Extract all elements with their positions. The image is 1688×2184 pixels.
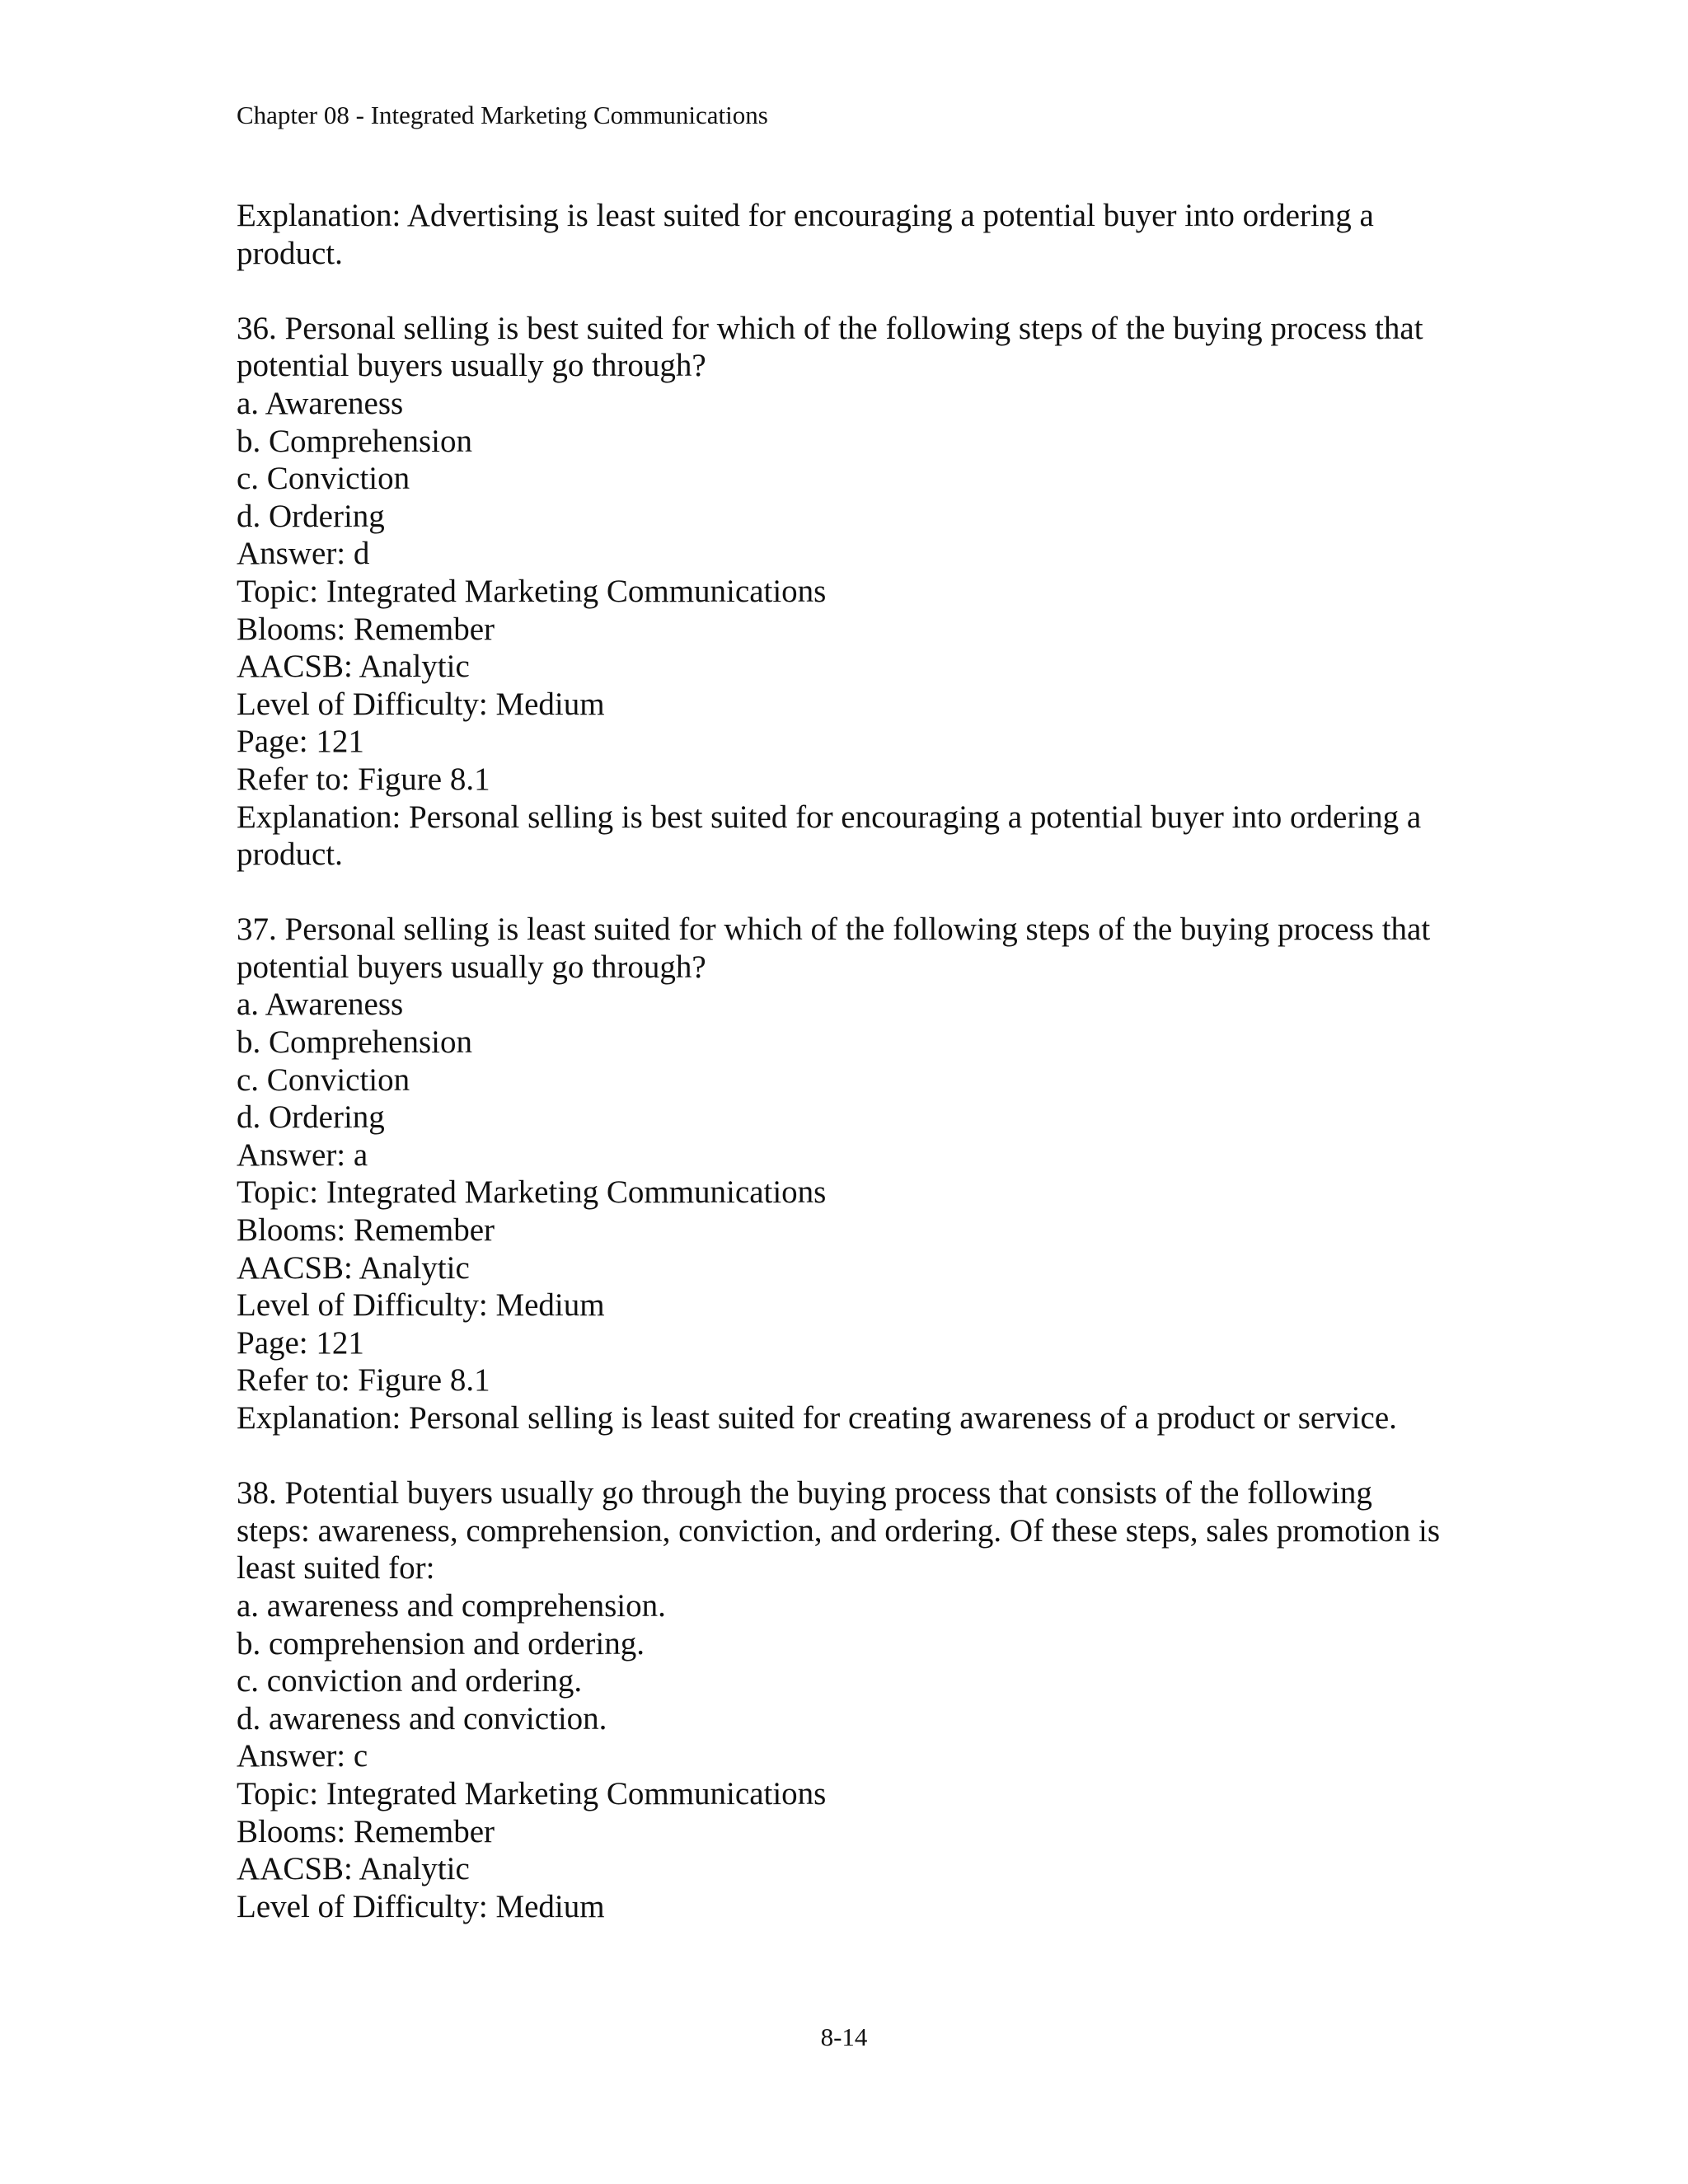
refer-field: Refer to: Figure 8.1 <box>237 1362 490 1399</box>
page-field: Page: 121 <box>237 724 364 760</box>
blooms-field: Blooms: Remember <box>237 1813 495 1849</box>
question-stem: potential buyers usually go through? <box>237 949 706 985</box>
answer-key: Answer: c <box>237 1738 368 1774</box>
topic-field: Topic: Integrated Marketing Communications <box>237 1174 827 1211</box>
difficulty-field: Level of Difficulty: Medium <box>237 1888 605 1924</box>
explanation-line: Explanation: Advertising is least suited for encouraging a potential buyer into ordering a <box>237 198 1374 233</box>
refer-field: Refer to: Figure 8.1 <box>237 761 490 797</box>
paragraph-gap <box>237 874 1489 912</box>
page-number: 8-14 <box>820 2022 868 2051</box>
question-36 <box>237 310 1489 874</box>
page-content <box>237 197 1489 1925</box>
question-stem: least suited for: <box>237 1550 435 1586</box>
answer-option: c. Conviction <box>237 1062 410 1098</box>
difficulty-field: Level of Difficulty: Medium <box>237 686 605 722</box>
question-stem: 36. Personal selling is best suited for which of the following steps of the buying process that <box>237 310 1423 346</box>
answer-option: a. Awareness <box>237 385 404 421</box>
answer-option: c. conviction and ordering. <box>237 1663 583 1699</box>
answer-key: Answer: a <box>237 1137 368 1173</box>
question-37 <box>237 911 1489 1436</box>
answer-option: c. Conviction <box>237 461 410 497</box>
question-stem: 38. Potential buyers usually go through the buying process that consists of the following <box>237 1475 1372 1511</box>
aacsb-field: AACSB: Analytic <box>237 649 470 685</box>
answer-key: Answer: d <box>237 536 370 572</box>
paragraph-gap <box>237 1437 1489 1475</box>
page-header: Chapter 08 - Integrated Marketing Communications <box>237 101 768 129</box>
topic-field: Topic: Integrated Marketing Communications <box>237 1775 827 1811</box>
question-stem: steps: awareness, comprehension, conviction, and ordering. Of these steps, sales promotion is <box>237 1512 1441 1549</box>
page-field: Page: 121 <box>237 1324 364 1361</box>
answer-option: a. awareness and comprehension. <box>237 1587 666 1624</box>
explanation-line: Explanation: Personal selling is least suited for creating awareness of a product or service. <box>237 1400 1397 1436</box>
aacsb-field: AACSB: Analytic <box>237 1851 470 1887</box>
answer-option: d. Ordering <box>237 1099 385 1136</box>
answer-option: a. Awareness <box>237 987 404 1023</box>
carryover-explanation <box>237 197 1489 272</box>
aacsb-field: AACSB: Analytic <box>237 1249 470 1286</box>
answer-option: b. Comprehension <box>237 423 472 459</box>
blooms-field: Blooms: Remember <box>237 1212 495 1249</box>
blooms-field: Blooms: Remember <box>237 611 495 647</box>
answer-option: d. awareness and conviction. <box>237 1700 607 1736</box>
explanation-line: product. <box>237 837 343 873</box>
topic-field: Topic: Integrated Marketing Communications <box>237 573 827 609</box>
explanation-line: Explanation: Personal selling is best suited for encouraging a potential buyer into ordering a <box>237 799 1422 835</box>
answer-option: b. Comprehension <box>237 1024 472 1061</box>
answer-option: d. Ordering <box>237 498 385 534</box>
difficulty-field: Level of Difficulty: Medium <box>237 1287 605 1324</box>
paragraph-gap <box>237 272 1489 310</box>
question-stem: 37. Personal selling is least suited for which of the following steps of the buying process that <box>237 912 1431 948</box>
question-38 <box>237 1474 1489 1925</box>
explanation-line: product. <box>237 235 343 271</box>
answer-option: b. comprehension and ordering. <box>237 1625 645 1661</box>
question-stem: potential buyers usually go through? <box>237 348 706 384</box>
